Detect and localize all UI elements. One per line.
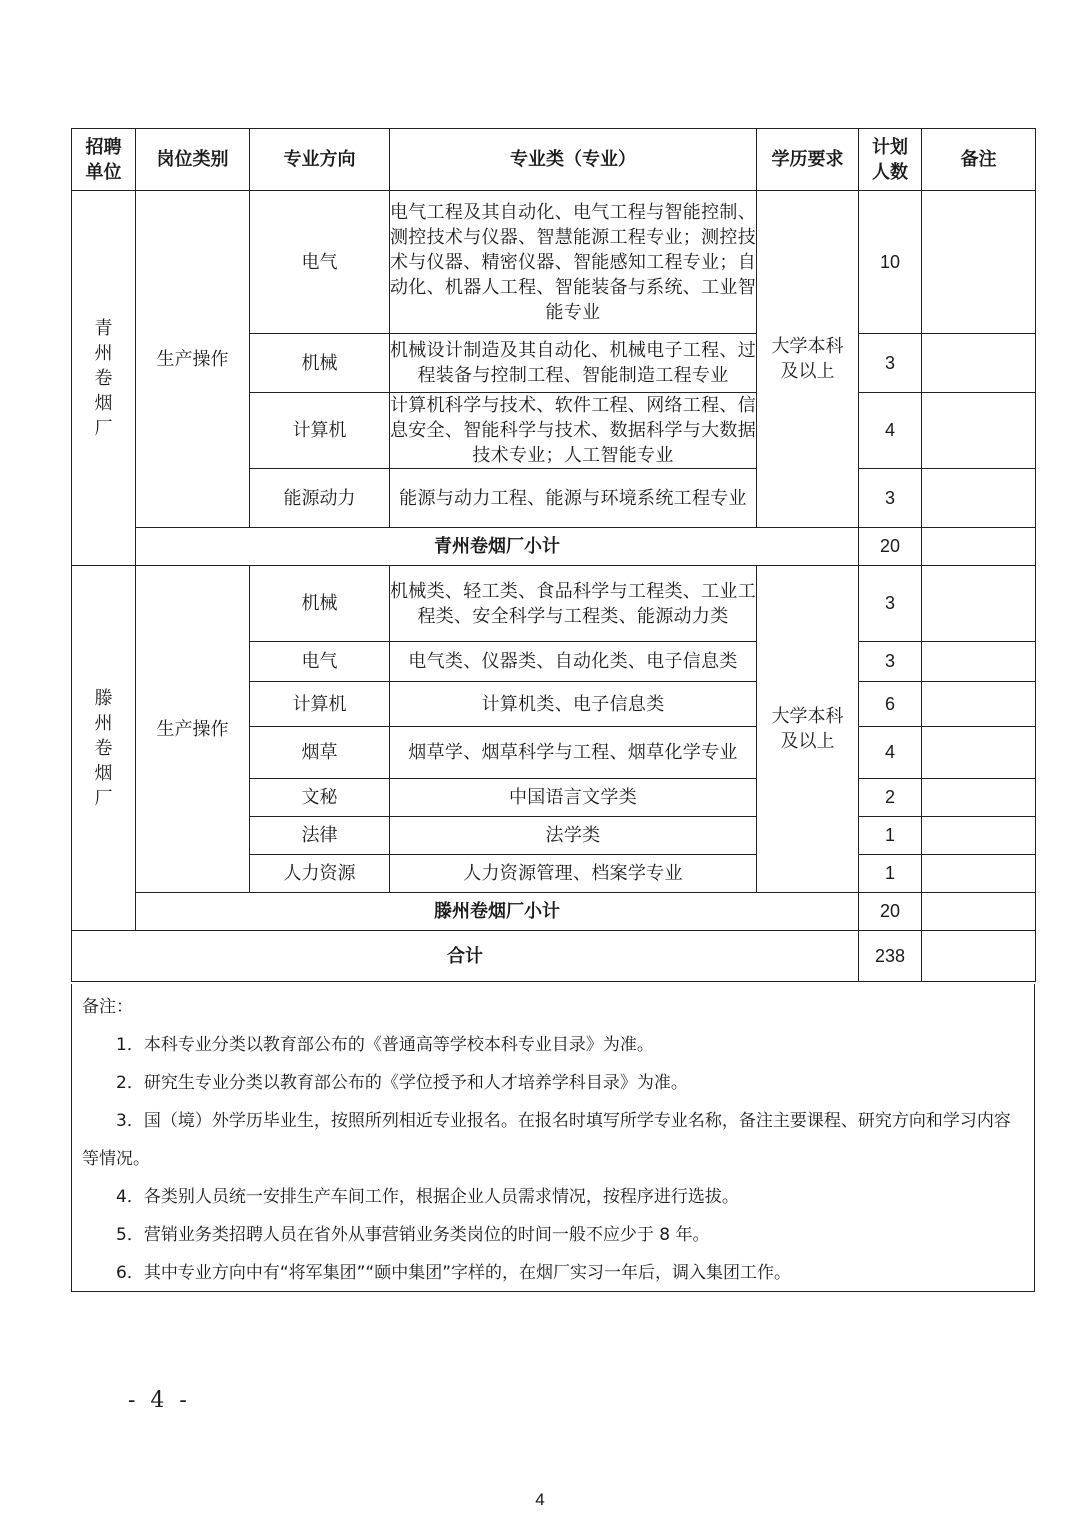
direction-cell: 机械	[250, 566, 390, 642]
recruitment-table	[71, 128, 1036, 982]
note-item: 6．其中专业方向中有“将军集团”“颐中集团”字样的，在烟厂实习一年后，调入集团工作。	[116, 1263, 792, 1283]
header-direction: 专业方向	[250, 129, 390, 191]
count-cell: 4	[859, 727, 922, 779]
total-label: 合计	[72, 931, 859, 982]
notes-title: 备注：	[82, 997, 133, 1017]
majors-cell: 电气工程及其自动化、电气工程与智能控制、测控技术与仪器、智慧能源工程专业；测控技术与仪器、精密仪器、智能感知工程专业；自动化、机器人工程、智能装备与系统、工业智能专业	[390, 191, 757, 334]
remark-cell	[922, 393, 1036, 469]
majors-cell: 中国语言文学类	[390, 779, 757, 817]
table-row	[72, 191, 1036, 334]
remark-cell	[922, 642, 1036, 682]
remark-cell	[922, 528, 1036, 566]
header-education: 学历要求	[757, 129, 859, 191]
count-cell: 4	[859, 393, 922, 469]
remark-cell	[922, 469, 1036, 528]
education-cell: 大学本科及以上	[757, 191, 859, 528]
direction-cell: 能源动力	[250, 469, 390, 528]
direction-cell: 文秘	[250, 779, 390, 817]
note-item: 3．国（境）外学历毕业生，按照所列相近专业报名。在报名时填写所学专业名称，备注主要课程、研究方向和学习内容等情况。	[82, 1111, 1011, 1169]
remark-cell	[922, 931, 1036, 982]
majors-cell: 计算机类、电子信息类	[390, 682, 757, 727]
subtotal-label: 滕州卷烟厂小计	[136, 893, 859, 931]
header-unit: 招聘单位	[72, 129, 136, 191]
note-item: 4．各类别人员统一安排生产车间工作，根据企业人员需求情况，按程序进行选拔。	[116, 1187, 739, 1207]
total-value: 238	[859, 931, 922, 982]
table-header-row	[72, 129, 1036, 191]
count-cell: 3	[859, 334, 922, 393]
page-marker: - 4 -	[128, 1388, 191, 1413]
majors-cell: 电气类、仪器类、自动化类、电子信息类	[390, 642, 757, 682]
table-row	[72, 566, 1036, 642]
remark-cell	[922, 855, 1036, 893]
majors-cell: 机械类、轻工类、食品科学与工程类、工业工程类、安全科学与工程类、能源动力类	[390, 566, 757, 642]
remark-cell	[922, 566, 1036, 642]
majors-cell: 计算机科学与技术、软件工程、网络工程、信息安全、智能科学与技术、数据科学与大数据技术专业；人工智能专业	[390, 393, 757, 469]
direction-cell: 法律	[250, 817, 390, 855]
count-cell: 2	[859, 779, 922, 817]
note-item: 5．营销业务类招聘人员在省外从事营销业务类岗位的时间一般不应少于 8 年。	[116, 1225, 710, 1245]
direction-cell: 机械	[250, 334, 390, 393]
header-remark: 备注	[922, 129, 1036, 191]
direction-cell: 电气	[250, 191, 390, 334]
remark-cell	[922, 682, 1036, 727]
remark-cell	[922, 191, 1036, 334]
subtotal-value: 20	[859, 893, 922, 931]
education-cell: 大学本科及以上	[757, 566, 859, 893]
count-cell: 6	[859, 682, 922, 727]
direction-cell: 烟草	[250, 727, 390, 779]
majors-cell: 法学类	[390, 817, 757, 855]
category-cell: 生产操作	[136, 191, 250, 528]
total-row	[72, 931, 1036, 982]
direction-cell: 计算机	[250, 393, 390, 469]
subtotal-row	[72, 893, 1036, 931]
majors-cell: 能源与动力工程、能源与环境系统工程专业	[390, 469, 757, 528]
unit-name: 滕州卷烟厂	[72, 566, 136, 931]
subtotal-label: 青州卷烟厂小计	[136, 528, 859, 566]
direction-cell: 计算机	[250, 682, 390, 727]
note-item: 1．本科专业分类以教育部公布的《普通高等学校本科专业目录》为准。	[116, 1035, 654, 1055]
count-cell: 3	[859, 469, 922, 528]
remark-cell	[922, 817, 1036, 855]
majors-cell: 烟草学、烟草科学与工程、烟草化学专业	[390, 727, 757, 779]
remark-cell	[922, 779, 1036, 817]
page-number: 4	[535, 1490, 545, 1509]
category-cell: 生产操作	[136, 566, 250, 893]
remark-cell	[922, 893, 1036, 931]
direction-cell: 电气	[250, 642, 390, 682]
header-plan: 计划人数	[859, 129, 922, 191]
count-cell: 3	[859, 642, 922, 682]
header-majors: 专业类（专业）	[390, 129, 757, 191]
subtotal-value: 20	[859, 528, 922, 566]
header-category: 岗位类别	[136, 129, 250, 191]
direction-cell: 人力资源	[250, 855, 390, 893]
notes-section	[71, 984, 1035, 1292]
count-cell: 3	[859, 566, 922, 642]
count-cell: 1	[859, 817, 922, 855]
remark-cell	[922, 727, 1036, 779]
subtotal-row	[72, 528, 1036, 566]
majors-cell: 机械设计制造及其自动化、机械电子工程、过程装备与控制工程、智能制造工程专业	[390, 334, 757, 393]
count-cell: 10	[859, 191, 922, 334]
count-cell: 1	[859, 855, 922, 893]
remark-cell	[922, 334, 1036, 393]
note-item: 2．研究生专业分类以教育部公布的《学位授予和人才培养学科目录》为准。	[116, 1073, 688, 1093]
majors-cell: 人力资源管理、档案学专业	[390, 855, 757, 893]
unit-name: 青州卷烟厂	[72, 191, 136, 566]
